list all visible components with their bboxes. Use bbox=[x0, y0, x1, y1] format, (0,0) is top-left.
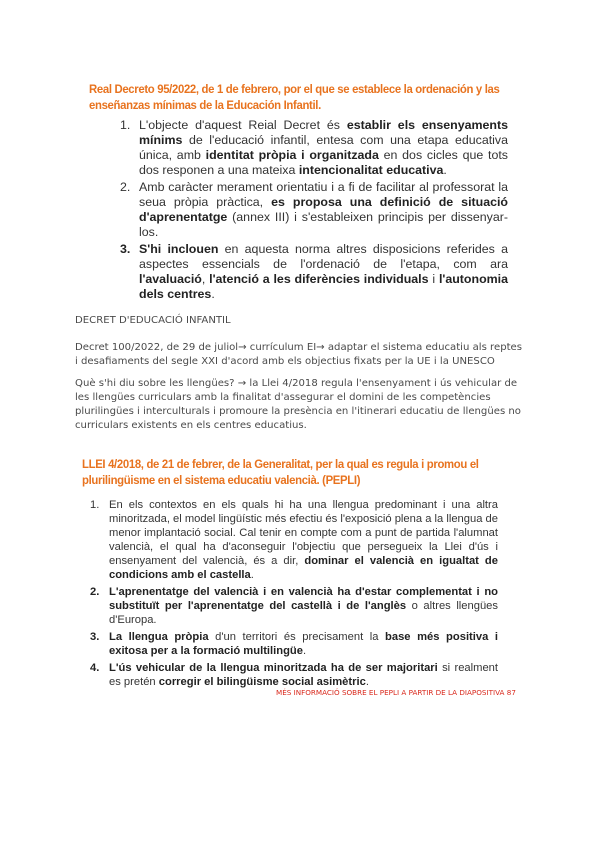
list-number: 3. bbox=[90, 631, 100, 643]
item-text: . bbox=[250, 569, 254, 581]
item-text: . bbox=[365, 676, 369, 688]
decret-paragraph-1: Decret 100/2022, de 29 de juliol→ currículum EI→ adaptar el sistema educatiu als reptes i desafiaments del segle XXI d'acord amb els objectius fixats per la UE i la UNESCO bbox=[75, 342, 523, 367]
item-text: o altres llengües d'Europa. bbox=[109, 600, 498, 626]
item-bold-text: establir els ensenyaments mínims bbox=[139, 118, 508, 147]
item-bold-text: dominar el valencià en igualtat de condicions amb el castella bbox=[109, 555, 498, 581]
real-decreto-list bbox=[110, 118, 508, 304]
item-bold-text: l'avaluació bbox=[139, 272, 202, 286]
item-bold-text: es proposa una definició de situació d'aprenentatge bbox=[139, 195, 508, 224]
list-number: 3. bbox=[120, 242, 131, 256]
list-number: 4. bbox=[90, 662, 100, 674]
item-bold-text: corregir el bilingüisme social asimètric bbox=[158, 676, 366, 688]
item-bold-text: identitat pròpia i organitzada bbox=[205, 148, 379, 162]
item-text: . bbox=[443, 163, 447, 177]
item-bold-text: intencionalitat educativa bbox=[298, 163, 444, 177]
item-text: en dos cicles que tots dos responen a una mateixa bbox=[139, 148, 508, 177]
item-text: si realment es pretén bbox=[109, 662, 499, 688]
list-number: 2. bbox=[90, 586, 100, 598]
llei-list bbox=[80, 498, 498, 692]
pepli-footnote: MÉS INFORMACIÓ SOBRE EL PEPLI A PARTIR DE LA DIAPOSITIVA 87 bbox=[276, 688, 516, 697]
list-item bbox=[80, 630, 498, 658]
item-text: d'un territori és precisament la bbox=[208, 631, 386, 643]
list-number: 1. bbox=[120, 118, 131, 132]
list-item bbox=[80, 498, 498, 582]
item-text: , bbox=[201, 272, 210, 286]
real-decreto-title-line2: enseñanzas mínimas de la Educación Infantil. bbox=[89, 97, 321, 112]
item-text: (annex III) i s'estableixen principis per dissenyar-los. bbox=[139, 210, 508, 239]
section-real-decreto bbox=[89, 82, 529, 113]
item-text: L'objecte d'aquest Reial Decret és bbox=[139, 118, 347, 132]
item-text: . bbox=[302, 645, 307, 657]
item-text: de l'educació infantil, entesa com una etapa educativa única, amb bbox=[139, 133, 508, 162]
item-text: Amb caràcter merament orientatiu i a fi de facilitar al professorat la seua pròpia pràctica, bbox=[139, 180, 508, 209]
item-text: . bbox=[211, 287, 215, 301]
item-bold-text: L'aprenentatge del valencià i en valencià ha d'estar complementat i no substituït per l'aprenentatge del castellà i de l'anglès bbox=[109, 586, 498, 612]
item-text: en aquesta norma altres disposicions referides a aspectes essencials de l'ordenació de l'etapa, com ara bbox=[139, 242, 508, 271]
section-llei bbox=[82, 457, 532, 488]
item-bold-text: base més positiva i exitosa per a la formació multilingüe bbox=[109, 631, 499, 657]
decret-heading: DECRET D'EDUCACIÓ INFANTIL bbox=[75, 315, 231, 326]
real-decreto-title-line1: Real Decreto 95/2022, de 1 de febrero, por el que se establece la ordenación y las bbox=[89, 82, 500, 96]
item-bold-text: l'atenció a les diferències individuals bbox=[209, 272, 429, 286]
item-text: En els contextos en els quals hi ha una llengua predominant i una altra minoritzada, el model lingüístic més efectiu és l'exposició plena a la llengua de menor implantació social. Cal tenir en compte com a punt de partida l'alumnat valencià, el qual ha d'aconseguir l'objectiu que persegueix la Llei d'ús i ensenyament del valencià, és a dir, bbox=[109, 499, 498, 567]
list-item bbox=[110, 242, 508, 302]
list-number: 1. bbox=[90, 499, 100, 511]
llei-title-line2: plurilingüisme en el sistema educatiu valencià. (PEPLI) bbox=[82, 472, 361, 487]
list-item bbox=[110, 118, 508, 178]
list-number: 2. bbox=[120, 180, 131, 194]
item-bold-text: L'ús vehicular de la llengua minoritzada ha de ser majoritari bbox=[109, 662, 438, 674]
list-item bbox=[80, 585, 498, 627]
item-bold-text: La llengua pròpia bbox=[109, 631, 209, 643]
list-item bbox=[110, 180, 508, 240]
item-bold-text: S'hi inclouen bbox=[139, 242, 219, 256]
item-text: i bbox=[428, 272, 439, 286]
item-bold-text: l'autonomia dels centres bbox=[139, 272, 508, 301]
list-item bbox=[80, 661, 498, 689]
llei-title-line1: LLEI 4/2018, de 21 de febrer, de la Generalitat, per la qual es regula i promou el bbox=[82, 457, 479, 471]
decret-paragraph-2: Què s'hi diu sobre les llengües? → la Llei 4/2018 regula l'ensenyament i ús vehicular de les llengües curriculars amb la finalitat d'assegurar el domini de les competències plurilingües i interculturals i promoure la presència en l'itinerari educatiu de llengües no curriculars existents en els centres educatius. bbox=[75, 378, 521, 431]
